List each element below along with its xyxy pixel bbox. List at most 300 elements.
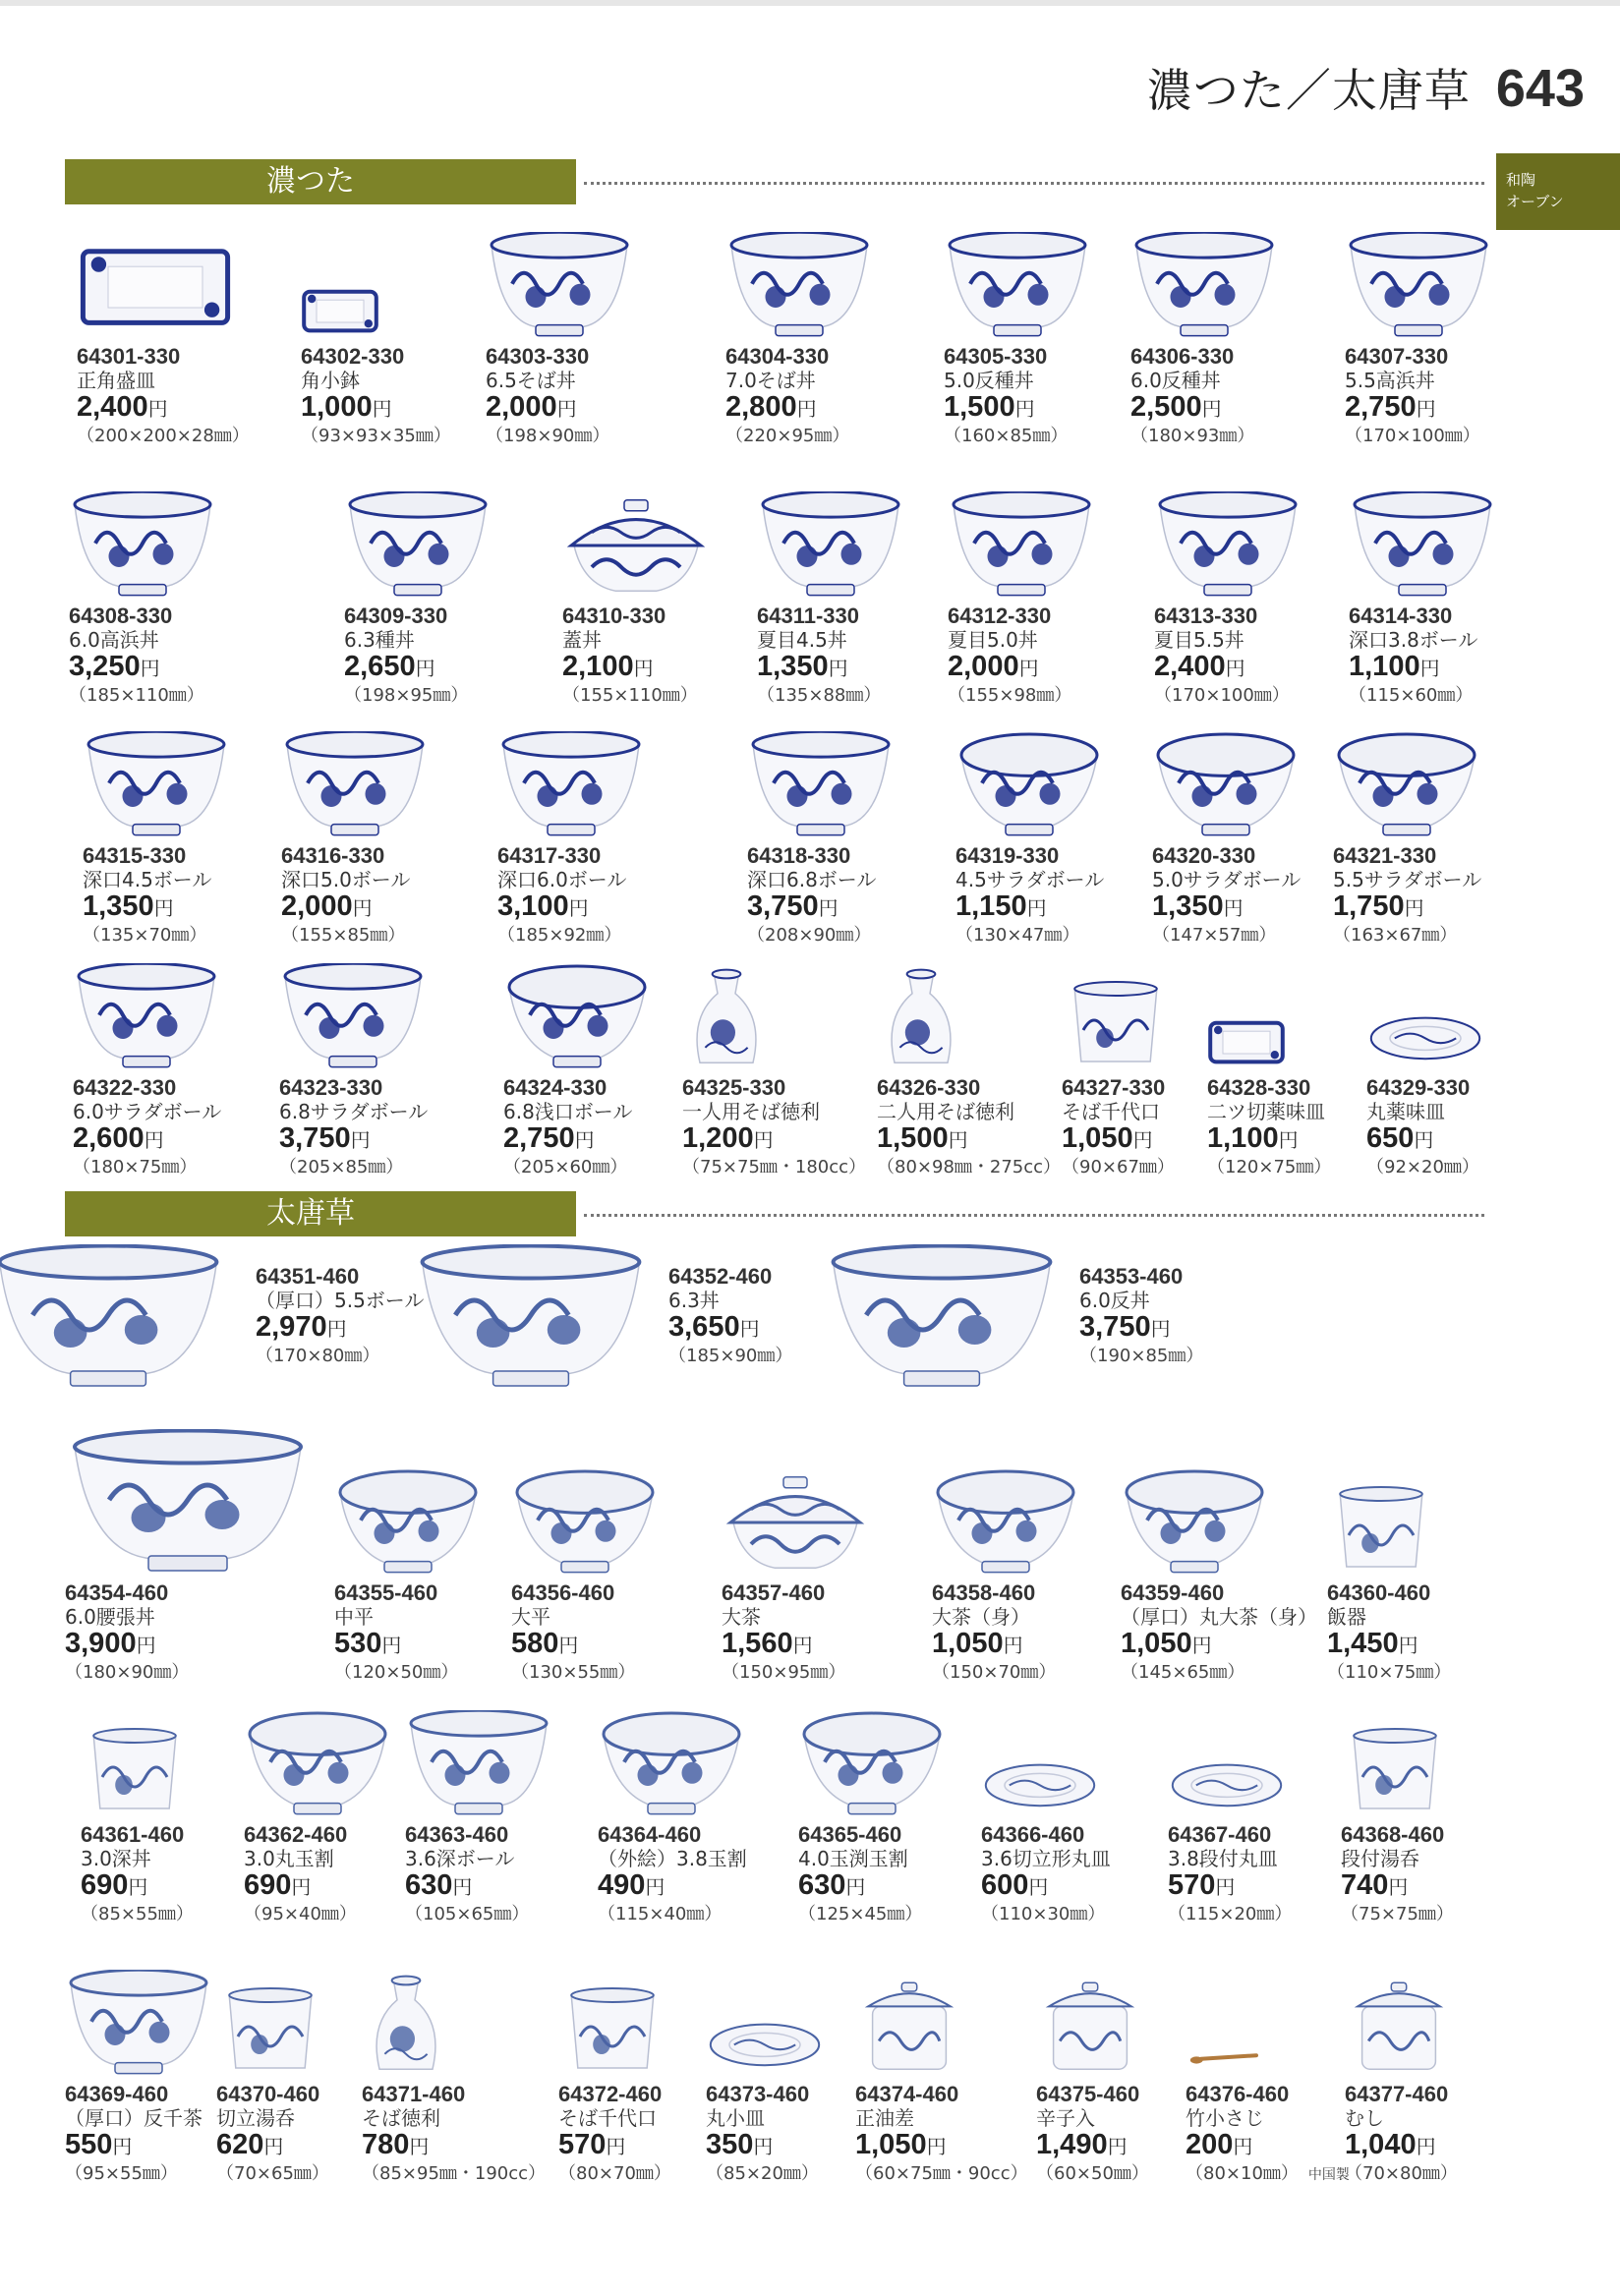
price-value: 1,490: [1036, 2129, 1108, 2160]
bowl-icon: [1345, 226, 1571, 344]
product-name: 6.0サラダボール: [73, 1100, 222, 1123]
product-name: 深口5.0ボール: [281, 868, 411, 891]
product-code: 64361-460: [81, 1822, 185, 1847]
product-price: [281, 891, 507, 925]
price-value: 1,100: [1349, 651, 1420, 682]
product-item: [73, 957, 299, 1178]
size-text: （170×80㎜）: [256, 1346, 380, 1366]
size-text: （93×93×35㎜）: [301, 426, 451, 446]
size-text: （190×85㎜）: [1079, 1346, 1204, 1366]
product-price: [497, 891, 723, 925]
product-name: 一人用そば徳利: [682, 1100, 820, 1123]
price-value: 3,750: [1079, 1311, 1151, 1343]
size-text: （115×40㎜）: [598, 1904, 723, 1924]
price-value: 630: [798, 1869, 846, 1901]
round-dish-icon: [1366, 957, 1592, 1075]
product-price: [1341, 1870, 1567, 1904]
size-text: （135×70㎜）: [83, 925, 207, 946]
price-value: 2,750: [503, 1122, 575, 1154]
bowl-icon: [747, 725, 973, 843]
price-value: 1,560: [722, 1628, 793, 1659]
price-value: 2,000: [281, 890, 353, 922]
yen-unit: 円: [1233, 2135, 1253, 2158]
size-text: （150×95㎜）: [722, 1662, 846, 1683]
product-code: 64301-330: [77, 344, 181, 369]
price-value: 650: [1366, 1122, 1415, 1154]
product-code: 64362-460: [244, 1822, 348, 1847]
product-code: 64370-460: [216, 2082, 320, 2106]
product-code: 64373-460: [706, 2082, 810, 2106]
bowl-icon: [948, 486, 1174, 603]
shallow-bowl-icon: [1121, 1443, 1347, 1580]
yen-unit: 円: [153, 896, 174, 920]
yen-unit: 円: [926, 2135, 947, 2158]
yen-unit: 円: [845, 1875, 866, 1899]
product-code: 64327-330: [1062, 1075, 1166, 1100]
product-size: [1345, 426, 1571, 447]
yen-unit: 円: [828, 657, 848, 680]
yen-unit: 円: [1150, 1317, 1171, 1341]
product-name: 深口6.0ボール: [497, 868, 627, 891]
product-item: [722, 1443, 948, 1684]
product-name: 4.0玉渕玉割: [798, 1847, 908, 1870]
product-price: [1130, 392, 1357, 426]
product-price: [511, 1629, 737, 1662]
price-value: 690: [81, 1869, 129, 1901]
product-code: 64322-330: [73, 1075, 177, 1100]
product-price: [279, 1123, 505, 1157]
yen-unit: 円: [1416, 2135, 1436, 2158]
salad-bowl-icon: [1333, 725, 1559, 843]
product-code: 64359-460: [1121, 1580, 1225, 1605]
price-value: 1,750: [1333, 890, 1405, 922]
price-value: 550: [65, 2129, 113, 2160]
price-value: 1,350: [757, 651, 829, 682]
product-name: 5.5サラダボール: [1333, 868, 1482, 891]
product-name: 正角盛皿: [77, 369, 155, 392]
teacup-icon: [1341, 1704, 1567, 1822]
origin-label: 中国製: [1307, 2167, 1350, 2183]
price-value: 350: [706, 2129, 754, 2160]
product-item: [562, 486, 788, 707]
product-size: [73, 1157, 299, 1178]
price-value: 1,050: [1121, 1628, 1192, 1659]
product-name: 切立湯呑: [216, 2106, 295, 2130]
product-name: 深口6.8ボール: [747, 868, 877, 891]
product-price: [1345, 2130, 1571, 2163]
product-code: 64305-330: [944, 344, 1048, 369]
product-code: 64314-330: [1349, 603, 1453, 628]
size-text: （163×67㎜）: [1333, 925, 1458, 946]
yen-unit: 円: [1014, 397, 1035, 421]
product-name: 6.0高浜丼: [69, 628, 159, 652]
product-code: 64310-330: [562, 603, 666, 628]
size-text: （155×110㎜）: [562, 685, 698, 706]
product-code: 64306-330: [1130, 344, 1235, 369]
size-text: （92×20㎜）: [1366, 1157, 1479, 1177]
product-size: [948, 685, 1174, 707]
product-size: [1345, 2163, 1571, 2185]
product-price: [83, 891, 309, 925]
product-code: 64358-460: [932, 1580, 1036, 1605]
product-size: [497, 925, 723, 947]
yen-unit: 円: [263, 2135, 284, 2158]
price-value: 1,350: [1152, 890, 1224, 922]
product-name: 6.8サラダボール: [279, 1100, 429, 1123]
price-value: 3,750: [747, 890, 819, 922]
price-value: 2,400: [1154, 651, 1226, 682]
price-value: 1,450: [1327, 1628, 1399, 1659]
product-name: むし: [1345, 2106, 1384, 2130]
yen-unit: 円: [568, 896, 589, 920]
yen-unit: 円: [1003, 1634, 1023, 1657]
salad-bowl-icon: [279, 957, 505, 1075]
size-text: （120×50㎜）: [334, 1662, 459, 1683]
product-code: 64312-330: [948, 603, 1052, 628]
product-name: 4.5サラダボール: [955, 868, 1105, 891]
soba-pitcher-icon: [682, 957, 908, 1075]
product-size: [1121, 1662, 1347, 1684]
product-code: 64366-460: [981, 1822, 1085, 1847]
price-value: 2,650: [344, 651, 416, 682]
product-name: 段付湯呑: [1341, 1847, 1419, 1870]
product-price: [598, 1870, 824, 1904]
product-price: [1366, 1123, 1592, 1157]
product-price: [682, 1123, 908, 1157]
product-name: 6.0反丼: [1079, 1289, 1150, 1312]
product-name: 3.6切立形丸皿: [981, 1847, 1111, 1870]
price-value: 1,040: [1345, 2129, 1417, 2160]
product-size: [65, 1662, 291, 1684]
product-price: [1333, 891, 1559, 925]
yen-unit: 円: [1201, 397, 1222, 421]
price-value: 200: [1186, 2129, 1234, 2160]
price-value: 490: [598, 1869, 646, 1901]
size-text: （115×20㎜）: [1168, 1904, 1293, 1924]
price-value: 1,200: [682, 1122, 754, 1154]
product-name: 二人用そば徳利: [877, 1100, 1014, 1123]
product-code: 64368-460: [1341, 1822, 1445, 1847]
page-number: 643: [1495, 59, 1585, 118]
product-item: [598, 1704, 824, 1925]
rice-container-icon: [1327, 1443, 1553, 1580]
product-item: [69, 486, 295, 707]
price-value: 2,750: [1345, 391, 1417, 423]
yen-unit: 円: [1278, 1128, 1299, 1152]
size-text: （155×98㎜）: [948, 685, 1072, 706]
bowl-icon: [281, 725, 507, 843]
bowl-icon: [1349, 486, 1575, 603]
product-item: [1345, 1964, 1571, 2185]
price-value: 2,000: [486, 391, 557, 423]
product-name: 大茶: [722, 1605, 761, 1629]
size-text: （198×90㎜）: [486, 426, 610, 446]
product-code: 64371-460: [362, 2082, 466, 2106]
yen-unit: 円: [452, 1875, 473, 1899]
size-text: （125×45㎜）: [798, 1904, 923, 1924]
product-price: [955, 891, 1182, 925]
product-name: 3.0深丼: [81, 1847, 151, 1870]
product-item: [747, 725, 973, 947]
size-text: （160×85㎜）: [944, 426, 1069, 446]
size-text: （85×95㎜・190cc）: [362, 2163, 547, 2184]
product-name: 中平: [334, 1605, 374, 1629]
product-name: 6.5そば丼: [486, 369, 576, 392]
product-name: 7.0そば丼: [725, 369, 816, 392]
size-text: （110×75㎜）: [1327, 1662, 1452, 1683]
product-name: 夏目4.5丼: [757, 628, 847, 652]
yen-unit: 円: [1419, 657, 1440, 680]
product-code: 64352-460: [668, 1264, 773, 1289]
product-code: 64326-330: [877, 1075, 981, 1100]
size-text: （205×60㎜）: [503, 1157, 628, 1177]
lidded-bowl-icon: [722, 1443, 948, 1580]
product-code: 64318-330: [747, 843, 851, 868]
product-price: [725, 392, 952, 426]
price-value: 3,100: [497, 890, 569, 922]
page-header: [1147, 55, 1585, 120]
product-size: [722, 1662, 948, 1684]
product-code: 64307-330: [1345, 344, 1449, 369]
product-code: 64313-330: [1154, 603, 1258, 628]
product-code: 64303-330: [486, 344, 590, 369]
product-code: 64372-460: [558, 2082, 663, 2106]
yen-unit: 円: [558, 1634, 579, 1657]
size-text: （150×70㎜）: [932, 1662, 1057, 1683]
size-text: （185×92㎜）: [497, 925, 622, 946]
yen-unit: 円: [792, 1634, 813, 1657]
square-plate-icon: [77, 226, 303, 344]
product-item: [77, 226, 303, 447]
product-price: [1345, 392, 1571, 426]
product-code: 64354-460: [65, 1580, 169, 1605]
price-value: 570: [558, 2129, 607, 2160]
product-name: 夏目5.5丼: [1154, 628, 1244, 652]
product-name: 正油差: [855, 2106, 914, 2130]
product-size: [511, 1662, 737, 1684]
product-name: 3.0丸玉割: [244, 1847, 334, 1870]
size-text: （198×95㎜）: [344, 685, 469, 706]
side-category-tab: [1496, 153, 1620, 230]
product-code: 64355-460: [334, 1580, 438, 1605]
bowl-icon: [344, 486, 570, 603]
yen-unit: 円: [1028, 1875, 1049, 1899]
product-price: [1349, 652, 1575, 685]
price-value: 530: [334, 1628, 382, 1659]
section-heading-futokarakusa: 太唐草: [65, 1191, 576, 1236]
product-size: [83, 925, 309, 947]
bowl-icon: [725, 226, 952, 344]
yen-unit: 円: [350, 1128, 371, 1152]
product-name: 大茶（身）: [932, 1605, 1030, 1629]
size-text: （130×47㎜）: [955, 925, 1080, 946]
price-value: 2,400: [77, 391, 148, 423]
product-size: [1327, 1662, 1553, 1684]
product-code: 64375-460: [1036, 2082, 1140, 2106]
product-item: [1341, 1704, 1567, 1925]
yen-unit: 円: [140, 657, 160, 680]
price-value: 2,970: [256, 1311, 327, 1343]
size-text: （80×70㎜）: [558, 2163, 671, 2184]
yen-unit: 円: [144, 1128, 164, 1152]
size-text: （115×60㎜）: [1349, 685, 1474, 706]
product-item: [1154, 486, 1380, 707]
size-text: （90×67㎜）: [1062, 1157, 1175, 1177]
product-item: [362, 1964, 588, 2185]
product-size: [562, 685, 788, 707]
product-code: 64357-460: [722, 1580, 826, 1605]
yen-unit: 円: [753, 1128, 774, 1152]
size-text: （220×95㎜）: [725, 426, 850, 446]
product-price: [562, 652, 788, 685]
product-name: 夏目5.0丼: [948, 628, 1038, 652]
size-text: （70×65㎜）: [216, 2163, 329, 2184]
product-name: 6.8浅口ボール: [503, 1100, 633, 1123]
yen-unit: 円: [796, 397, 817, 421]
product-item: [1327, 1443, 1553, 1684]
product-code: 64317-330: [497, 843, 602, 868]
product-code: 64377-460: [1345, 2082, 1449, 2106]
size-text: （200×200×28㎜）: [77, 426, 250, 446]
product-item: [725, 226, 952, 447]
product-item: [486, 226, 712, 447]
product-item: [1366, 957, 1592, 1178]
bowl-icon: [1130, 226, 1357, 344]
product-price: [362, 2130, 588, 2163]
section-divider: [584, 1214, 1484, 1217]
size-text: （180×75㎜）: [73, 1157, 198, 1177]
product-item: [65, 1413, 291, 1684]
product-code: 64376-460: [1186, 2082, 1290, 2106]
product-name: そば千代口: [1062, 1100, 1160, 1123]
product-item: [1333, 725, 1559, 947]
product-name: 辛子入: [1036, 2106, 1095, 2130]
yen-unit: 円: [372, 397, 392, 421]
price-value: 740: [1341, 1869, 1389, 1901]
product-size: [682, 1157, 908, 1178]
product-name: 丸薬味皿: [1366, 1100, 1445, 1123]
product-size: [1349, 685, 1575, 707]
side-tab-line2: オーブン: [1506, 193, 1564, 210]
product-size: [344, 685, 570, 707]
product-size: [598, 1904, 824, 1925]
product-size: [1341, 1904, 1567, 1925]
section-divider: [584, 182, 1484, 185]
size-text: （75×75㎜）: [1341, 1904, 1454, 1924]
price-value: 1,150: [955, 890, 1027, 922]
size-text: （180×90㎜）: [65, 1662, 190, 1683]
product-name: （厚口）5.5ボール: [256, 1289, 425, 1312]
product-item: [955, 725, 1182, 947]
size-text: （80×98㎜・275cc）: [877, 1157, 1062, 1177]
product-code: 64311-330: [757, 603, 859, 628]
size-text: （185×110㎜）: [69, 685, 204, 706]
product-code: 64351-460: [256, 1264, 360, 1289]
product-code: 64374-460: [855, 2082, 959, 2106]
page-title: 濃つた／太唐草: [1146, 64, 1471, 117]
price-value: 2,500: [1130, 391, 1202, 423]
yen-unit: 円: [381, 1634, 402, 1657]
product-price: [747, 891, 973, 925]
price-value: 600: [981, 1869, 1029, 1901]
product-price: [1079, 1312, 1305, 1346]
shallow-bowl-icon: [511, 1443, 737, 1580]
product-size: [486, 426, 712, 447]
price-value: 1,500: [944, 391, 1015, 423]
product-size: [279, 1157, 505, 1178]
price-value: 2,000: [948, 651, 1019, 682]
product-size: [1130, 426, 1357, 447]
product-code: 64320-330: [1152, 843, 1256, 868]
bowl-icon: [69, 486, 295, 603]
product-code: 64308-330: [69, 603, 173, 628]
product-size: [281, 925, 507, 947]
bowl-icon: [497, 725, 723, 843]
yen-unit: 円: [1223, 896, 1244, 920]
product-size: [69, 685, 295, 707]
size-text: （60×75㎜・90cc）: [855, 2163, 1028, 2184]
product-name: 深口4.5ボール: [83, 868, 212, 891]
product-item: [511, 1443, 737, 1684]
yen-unit: 円: [948, 1128, 968, 1152]
product-price: [65, 1629, 291, 1662]
yen-unit: 円: [112, 2135, 133, 2158]
price-value: 2,800: [725, 391, 797, 423]
price-value: 780: [362, 2129, 410, 2160]
size-text: （155×85㎜）: [281, 925, 406, 946]
price-value: 620: [216, 2129, 264, 2160]
product-item: [83, 725, 309, 947]
product-name: 丸小皿: [706, 2106, 765, 2130]
price-value: 3,750: [279, 1122, 351, 1154]
product-price: [73, 1123, 299, 1157]
yen-unit: 円: [818, 896, 839, 920]
lidded-bowl-icon: [562, 486, 788, 603]
product-price: [1327, 1629, 1553, 1662]
yen-unit: 円: [415, 657, 435, 680]
small-bowl-icon: [598, 1704, 824, 1822]
product-item: [281, 725, 507, 947]
price-value: 690: [244, 1869, 292, 1901]
size-text: （80×10㎜）: [1186, 2163, 1299, 2184]
yen-unit: 円: [136, 1634, 156, 1657]
yen-unit: 円: [1018, 657, 1039, 680]
product-name: 6.0腰張丼: [65, 1605, 155, 1629]
size-text: （95×40㎜）: [244, 1904, 357, 1924]
size-text: （185×90㎜）: [668, 1346, 793, 1366]
product-price: [1154, 652, 1380, 685]
product-item: [682, 957, 908, 1178]
product-size: [1079, 1346, 1305, 1367]
yen-unit: 円: [1416, 397, 1436, 421]
product-price: [948, 652, 1174, 685]
product-code: 64321-330: [1333, 843, 1437, 868]
yen-unit: 円: [1026, 896, 1047, 920]
product-name: 3.8段付丸皿: [1168, 1847, 1278, 1870]
product-name: 深口3.8ボール: [1349, 628, 1478, 652]
yen-unit: 円: [574, 1128, 595, 1152]
product-name: 角小鉢: [301, 369, 360, 392]
bowl-icon: [83, 725, 309, 843]
product-code: 64302-330: [301, 344, 405, 369]
size-text: （130×55㎜）: [511, 1662, 636, 1683]
size-text: （208×90㎜）: [747, 925, 872, 946]
yen-unit: 円: [1398, 1634, 1418, 1657]
product-size: [362, 2163, 588, 2185]
product-name: 6.0反種丼: [1130, 369, 1221, 392]
size-text: （205×85㎜）: [279, 1157, 404, 1177]
yen-unit: 円: [409, 2135, 430, 2158]
